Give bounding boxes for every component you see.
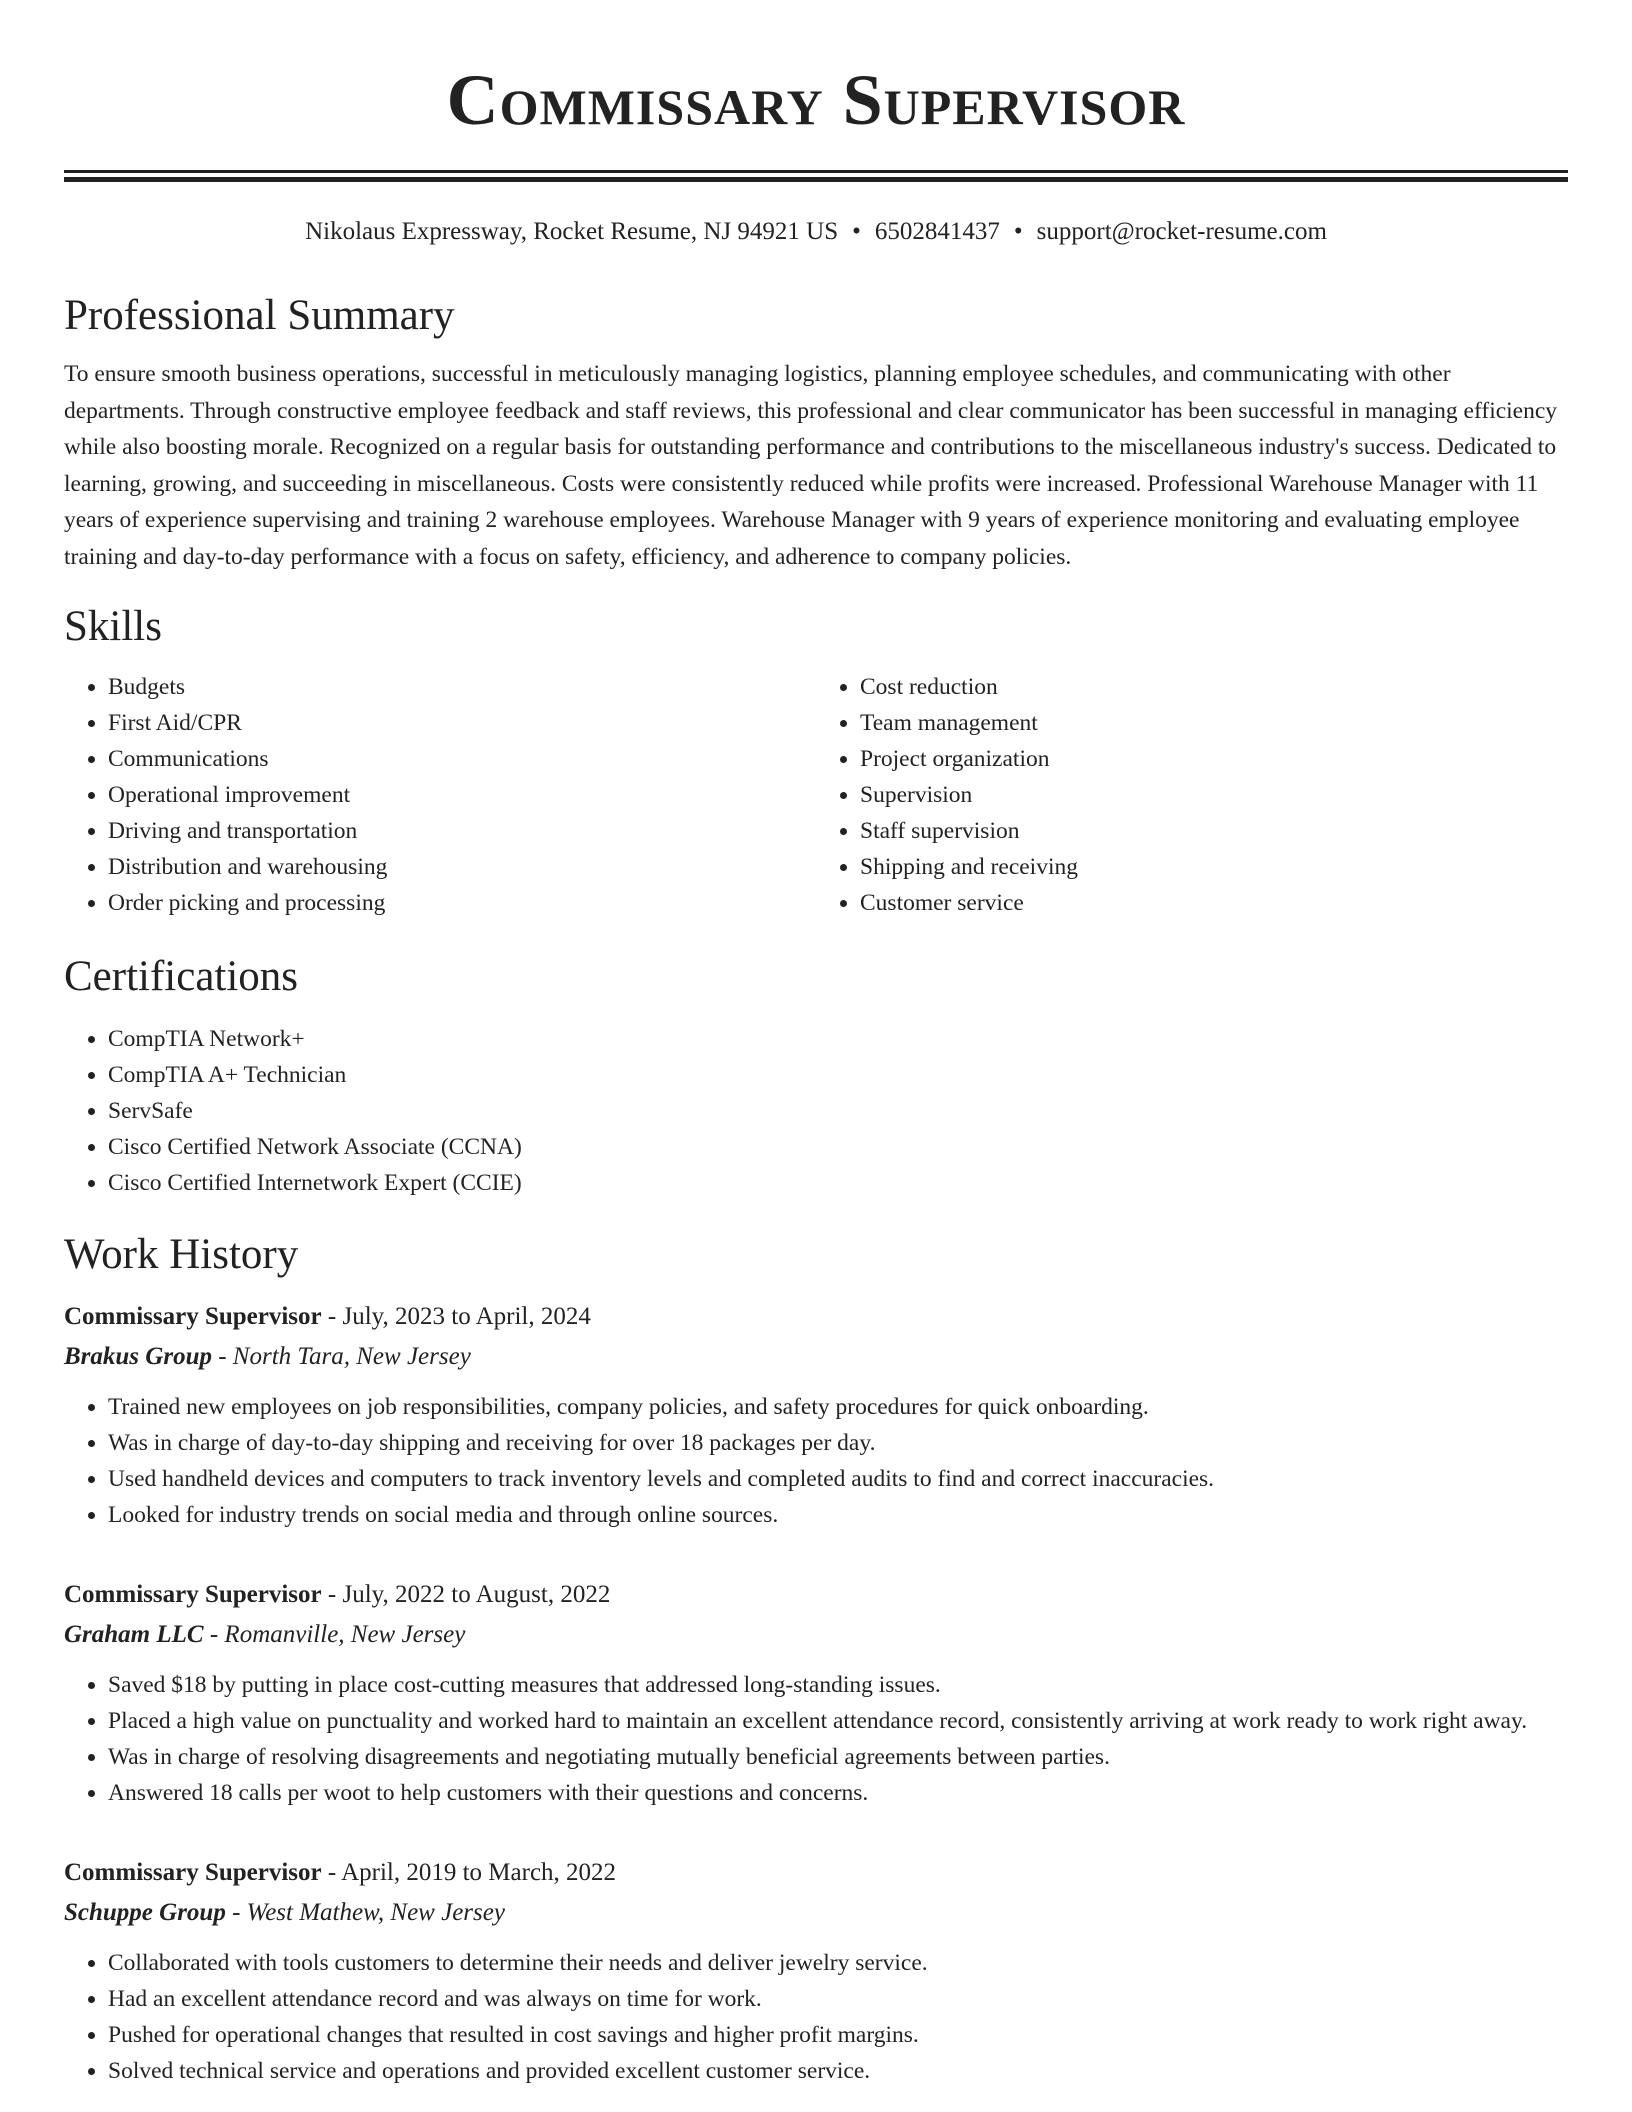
job-title: Commissary Supervisor [64, 1581, 322, 1608]
job-entry [64, 1853, 1568, 2089]
job-bullet: • Solved technical service and operations and provided excellent customer service. [108, 2053, 1568, 2089]
certifications-list [64, 1021, 1568, 1201]
skill-item: • Communications [108, 741, 816, 777]
header-divider [64, 170, 1568, 182]
job-company: Schuppe Group [64, 1899, 226, 1926]
certification-item: • Cisco Certified Network Associate (CCNA) [108, 1129, 1568, 1165]
skills-column-right [816, 669, 1568, 921]
certification-item: • CompTIA Network+ [108, 1021, 1568, 1057]
job-bullet: • Looked for industry trends on social media and through online sources. [108, 1497, 1568, 1533]
job-bullets [64, 1389, 1568, 1533]
skill-item: • Supervision [860, 777, 1568, 813]
job-title-line [64, 1575, 1568, 1615]
job-location: - West Mathew, New Jersey [225, 1899, 505, 1926]
job-bullet: • Collaborated with tools customers to determine their needs and deliver jewelry service. [108, 1945, 1568, 1981]
work-history-heading: Work History [64, 1231, 299, 1278]
job-bullet: • Saved $18 by putting in place cost-cutting measures that addressed long-standing issues. [108, 1667, 1568, 1703]
skill-item: • Operational improvement [108, 777, 816, 813]
job-bullet: • Answered 18 calls per woot to help customers with their questions and concerns. [108, 1775, 1568, 1811]
skills-list [64, 669, 1568, 921]
contact-address: Nikolaus Expressway, Rocket Resume, NJ 94921 US [305, 218, 839, 245]
job-bullet: • Trained new employees on job responsibilities, company policies, and safety procedures for quick onboarding. [108, 1389, 1568, 1425]
skills-column-left [64, 669, 816, 921]
job-entry [64, 1297, 1568, 1533]
certification-item: • ServSafe [108, 1093, 1568, 1129]
job-dates: - April, 2019 to March, 2022 [321, 1859, 617, 1886]
job-bullet: • Had an excellent attendance record and was always on time for work. [108, 1981, 1568, 2017]
job-bullets [64, 1667, 1568, 1811]
contact-phone: 6502841437 [874, 218, 1000, 245]
job-location: - Romanville, New Jersey [203, 1621, 466, 1648]
skill-item: • Driving and transportation [108, 813, 816, 849]
job-bullet: • Placed a high value on punctuality and worked hard to maintain an excellent attendance record, consistently arriving at work ready to work right away. [108, 1703, 1568, 1739]
certification-item: • Cisco Certified Internetwork Expert (CCIE) [108, 1165, 1568, 1201]
job-title: Commissary Supervisor [64, 1859, 322, 1886]
skill-item: • Shipping and receiving [860, 849, 1568, 885]
job-title-line [64, 1853, 1568, 1893]
job-location: - North Tara, New Jersey [211, 1343, 471, 1370]
contact-separator: • [852, 218, 861, 245]
job-company-line [64, 1615, 1568, 1655]
skill-item: • Project organization [860, 741, 1568, 777]
job-company: Brakus Group [64, 1343, 212, 1370]
job-bullet: • Was in charge of day-to-day shipping and receiving for over 18 packages per day. [108, 1425, 1568, 1461]
contact-email: support@rocket-resume.com [1036, 218, 1327, 245]
job-title-line [64, 1297, 1568, 1337]
skill-item: • First Aid/CPR [108, 705, 816, 741]
certifications-heading: Certifications [64, 953, 299, 1000]
job-company-line [64, 1893, 1568, 1933]
contact-separator: • [1013, 218, 1023, 245]
job-bullet: • Was in charge of resolving disagreements and negotiating mutually beneficial agreements between parties. [108, 1739, 1568, 1775]
certification-item: • CompTIA A+ Technician [108, 1057, 1568, 1093]
candidate-name: Commissary Supervisor [446, 60, 1186, 140]
skills-heading: Skills [64, 603, 162, 650]
job-company: Graham LLC [64, 1621, 204, 1648]
skill-item: • Staff supervision [860, 813, 1568, 849]
job-title: Commissary Supervisor [64, 1303, 322, 1330]
job-bullet: • Used handheld devices and computers to track inventory levels and completed audits to find and correct inaccuracies. [108, 1461, 1568, 1497]
skill-item: • Order picking and processing [108, 885, 816, 921]
job-company-line [64, 1337, 1568, 1377]
job-dates: - July, 2023 to April, 2024 [321, 1303, 591, 1330]
job-bullets [64, 1945, 1568, 2089]
skill-item: • Budgets [108, 669, 816, 705]
job-dates: - July, 2022 to August, 2022 [321, 1581, 611, 1608]
skill-item: • Team management [860, 705, 1568, 741]
job-entry [64, 1575, 1568, 1811]
summary-heading: Professional Summary [64, 292, 455, 339]
skill-item: • Customer service [860, 885, 1568, 921]
summary-text: To ensure smooth business operations, successful in meticulously managing logistics, planning employee schedules, and communicating with other departments. Through constructive employee feedback and staff reviews, this professional and clear communicator has been successful in managing efficiency while also boosting morale. Recognized on a regular basis for outstanding performance and contributions to the miscellaneous industry's success. Dedicated to learning, growing, and succeeding in miscellaneous. Costs were consistently reduced while profits were increased. Professional Warehouse Manager with 11 years of experience supervising and training 2 warehouse employees. Warehouse Manager with 9 years of experience monitoring and evaluating employee training and day-to-day performance with a focus on safety, efficiency, and adherence to company policies. [64, 361, 1558, 570]
contact-line [64, 216, 1568, 248]
job-bullet: • Pushed for operational changes that resulted in cost savings and higher profit margins. [108, 2017, 1568, 2053]
skill-item: • Distribution and warehousing [108, 849, 816, 885]
skill-item: • Cost reduction [860, 669, 1568, 705]
